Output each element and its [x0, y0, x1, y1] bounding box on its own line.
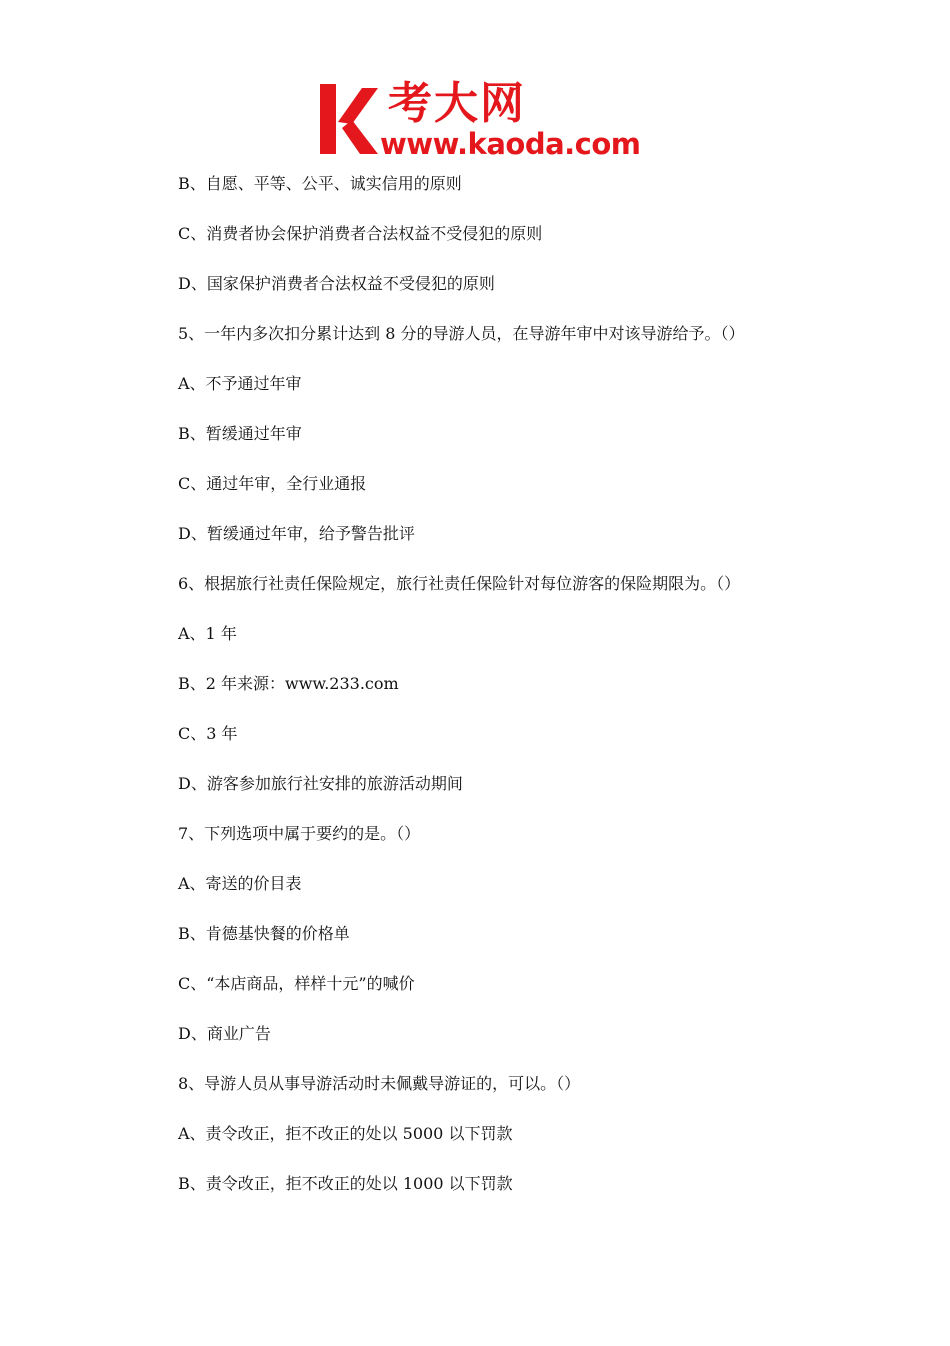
option-line: A、寄送的价目表 — [178, 874, 302, 893]
option-line: D、暂缓通过年审，给予警告批评 — [178, 524, 415, 543]
option-line: C、“本店商品，样样十元”的喊价 — [178, 974, 415, 993]
option-line: D、商业广告 — [178, 1024, 271, 1043]
option-line: A、不予通过年审 — [178, 374, 302, 393]
logo-url-text: www.kaoda.com — [380, 127, 641, 161]
option-line: C、消费者协会保护消费者合法权益不受侵犯的原则 — [178, 224, 543, 243]
option-line: B、肯德基快餐的价格单 — [178, 924, 350, 943]
question-line: 6、根据旅行社责任保险规定，旅行社责任保险针对每位游客的保险期限为。（） — [178, 574, 741, 593]
option-line: B、暂缓通过年审 — [178, 424, 302, 443]
option-line: D、国家保护消费者合法权益不受侵犯的原则 — [178, 274, 495, 293]
kaoda-logo — [318, 78, 641, 161]
question-line: 8、导游人员从事导游活动时未佩戴导游证的，可以。（） — [178, 1074, 581, 1093]
option-line: D、游客参加旅行社安排的旅游活动期间 — [178, 774, 463, 793]
question-list — [178, 170, 818, 1220]
k-logo-icon — [318, 84, 380, 154]
option-line: B、责令改正，拒不改正的处以 1000 以下罚款 — [178, 1174, 513, 1193]
option-line: A、责令改正，拒不改正的处以 5000 以下罚款 — [178, 1124, 513, 1143]
logo-brand-text: 考大网 — [388, 78, 526, 129]
option-line: B、自愿、平等、公平、诚实信用的原则 — [178, 174, 462, 193]
option-line: A、1 年 — [178, 624, 237, 643]
option-line: C、通过年审，全行业通报 — [178, 474, 367, 493]
option-line: B、2 年来源：www.233.com — [178, 674, 399, 693]
question-line: 5、一年内多次扣分累计达到 8 分的导游人员，在导游年审中对该导游给予。（） — [178, 324, 745, 343]
option-line: C、3 年 — [178, 724, 238, 743]
question-line: 7、下列选项中属于要约的是。（） — [178, 824, 421, 843]
